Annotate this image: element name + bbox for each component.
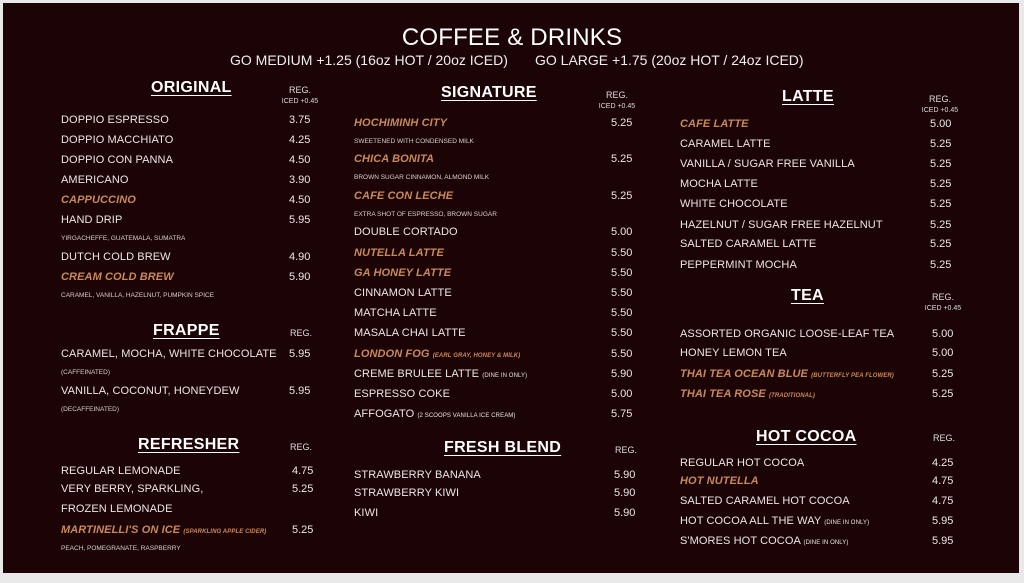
- menu-item: ESPRESSO COKE: [354, 388, 451, 400]
- reg-label: REG.: [614, 445, 637, 455]
- menu-item: DOPPIO CON PANNA: [61, 154, 174, 166]
- menu-item: REGULAR HOT COCOA: [680, 457, 805, 469]
- menu-item: DOUBLE CORTADO: [354, 226, 458, 238]
- item-description: BROWN SUGAR CINNAMON, ALMOND MILK: [354, 174, 490, 181]
- menu-item: WHITE CHOCOLATE: [680, 198, 788, 210]
- item-price: 5.90: [289, 271, 311, 283]
- menu-item: MATCHA LATTE: [354, 307, 437, 319]
- menu-item: VANILLA, COCONUT, HONEYDEW: [61, 385, 240, 397]
- item-price: 5.95: [289, 214, 311, 226]
- section-title-fresh-blend: FRESH BLEND: [444, 439, 562, 456]
- menu-item-featured: MARTINELLI'S ON ICE (SPARKLING APPLE CIDER): [61, 524, 267, 536]
- item-price: 5.95: [932, 535, 954, 547]
- item-price: 4.25: [289, 134, 311, 146]
- size-medium-note: GO MEDIUM +1.25 (16oz HOT / 20oz ICED): [230, 52, 508, 68]
- menu-item: STRAWBERRY BANANA: [354, 469, 481, 481]
- item-price: 5.00: [611, 226, 633, 238]
- item-description: (CAFFEINATED): [61, 369, 110, 376]
- item-price: 5.95: [289, 348, 311, 360]
- menu-item-featured: HOCHIMINH CITY: [354, 117, 448, 129]
- item-price: 5.90: [614, 507, 636, 519]
- item-description: SWEETENED WITH CONDENSED MILK: [354, 138, 474, 145]
- menu-item: VANILLA / SUGAR FREE VANILLA: [680, 158, 855, 170]
- section-title-latte: LATTE: [782, 88, 834, 105]
- item-price: 4.75: [292, 465, 314, 477]
- item-price: 5.50: [611, 327, 633, 339]
- item-price: 5.00: [930, 118, 952, 130]
- item-price: 5.50: [611, 267, 633, 279]
- reg-label: REG. ICED +0.45: [924, 292, 962, 312]
- menu-item: SALTED CARAMEL LATTE: [680, 238, 817, 250]
- item-price: 4.50: [289, 154, 311, 166]
- item-price: 5.25: [930, 198, 952, 210]
- item-price: 5.75: [611, 408, 633, 420]
- item-price: 5.00: [611, 388, 633, 400]
- item-price: 5.90: [614, 487, 636, 499]
- section-title-frappe: FRAPPE: [153, 322, 220, 339]
- menu-item: DOPPIO MACCHIATO: [61, 134, 174, 146]
- item-price: 5.95: [289, 385, 311, 397]
- menu-item-featured: CAPPUCCINO: [61, 194, 136, 206]
- menu-item: HAND DRIP: [61, 214, 123, 226]
- menu-item: HOT COCOA ALL THE WAY (DINE IN ONLY): [680, 515, 870, 527]
- menu-item-featured: CAFE LATTE: [680, 118, 749, 130]
- item-price: 3.75: [289, 114, 311, 126]
- item-price: 5.50: [611, 247, 633, 259]
- item-description: EXTRA SHOT OF ESPRESSO, BROWN SUGAR: [354, 211, 497, 218]
- item-price: 5.90: [614, 469, 636, 481]
- item-price: 4.75: [932, 475, 954, 487]
- item-price: 5.50: [611, 287, 633, 299]
- item-price: 5.25: [930, 178, 952, 190]
- item-price: 3.90: [289, 174, 311, 186]
- reg-label: REG. ICED +0.45: [921, 94, 959, 114]
- menu-item: CREME BRULEE LATTE (DINE IN ONLY): [354, 368, 528, 380]
- item-description: PEACH, POMEGRANATE, RASPBERRY: [61, 545, 181, 552]
- menu-item-featured: GA HONEY LATTE: [354, 267, 452, 279]
- menu-item-featured: THAI TEA OCEAN BLUE (BUTTERFLY PEA FLOWER): [680, 368, 894, 380]
- menu-item-featured: LONDON FOG (EARL GRAY, HONEY & MILK): [354, 348, 521, 360]
- section-title-refresher: REFRESHER: [138, 436, 240, 453]
- menu-item: DUTCH COLD BREW: [61, 251, 171, 263]
- menu-item: PEPPERMINT MOCHA: [680, 259, 797, 271]
- item-price: 5.25: [930, 219, 952, 231]
- item-description: YIRGACHEFFE, GUATEMALA, SUMATRA: [61, 235, 186, 242]
- reg-label: REG. ICED +0.45: [281, 85, 319, 105]
- item-price: 5.25: [611, 153, 633, 165]
- menu-item: CARAMEL, MOCHA, WHITE CHOCOLATE: [61, 348, 277, 360]
- item-description: (DECAFFEINATED): [61, 406, 120, 413]
- menu-item: KIWI: [354, 507, 379, 519]
- item-price: 5.00: [932, 347, 954, 359]
- menu-item-featured: CREAM COLD BREW: [61, 271, 174, 283]
- menu-item: AMERICANO: [61, 174, 129, 186]
- menu-item-featured: CHICA BONITA: [354, 153, 435, 165]
- item-price: 5.25: [611, 190, 633, 202]
- menu-item: CINNAMON LATTE: [354, 287, 452, 299]
- reg-label: REG. ICED +0.45: [598, 90, 636, 110]
- menu-item: MOCHA LATTE: [680, 178, 758, 190]
- reg-label: REG.: [932, 433, 955, 443]
- menu-item: HONEY LEMON TEA: [680, 347, 787, 359]
- menu-item: STRAWBERRY KIWI: [354, 487, 460, 499]
- menu-item: FROZEN LEMONADE: [61, 503, 173, 515]
- item-price: 5.25: [611, 117, 633, 129]
- item-price: 5.25: [930, 238, 952, 250]
- menu-item: DOPPIO ESPRESSO: [61, 114, 169, 126]
- item-price: 5.50: [611, 307, 633, 319]
- menu-item-featured: NUTELLA LATTE: [354, 247, 444, 259]
- menu-item-featured: CAFE CON LECHE: [354, 190, 454, 202]
- item-price: 5.25: [932, 368, 954, 380]
- menu-item: ASSORTED ORGANIC LOOSE-LEAF TEA: [680, 328, 895, 340]
- section-title-hot-cocoa: HOT COCOA: [756, 428, 857, 445]
- menu-title: COFFEE & DRINKS: [401, 24, 623, 51]
- section-title-signature: SIGNATURE: [441, 84, 537, 101]
- item-price: 5.25: [292, 483, 314, 495]
- item-price: 5.25: [930, 138, 952, 150]
- item-price: 5.50: [611, 348, 633, 360]
- reg-label: REG.: [289, 442, 312, 452]
- menu-item: REGULAR LEMONADE: [61, 465, 181, 477]
- item-price: 4.75: [932, 495, 954, 507]
- item-price: 4.90: [289, 251, 311, 263]
- item-price: 5.95: [932, 515, 954, 527]
- item-price: 5.90: [611, 368, 633, 380]
- item-price: 5.25: [930, 259, 952, 271]
- menu-item: HAZELNUT / SUGAR FREE HAZELNUT: [680, 219, 883, 231]
- item-price: 5.25: [932, 388, 954, 400]
- item-price: 5.00: [932, 328, 954, 340]
- menu-item: VERY BERRY, SPARKLING,: [61, 483, 204, 495]
- item-price: 4.25: [932, 457, 954, 469]
- menu-item-featured: THAI TEA ROSE (TRADITIONAL): [680, 388, 815, 400]
- menu-item: S'MORES HOT COCOA (DINE IN ONLY): [680, 535, 849, 547]
- menu-item: CARAMEL LATTE: [680, 138, 771, 150]
- menu-item-featured: HOT NUTELLA: [680, 475, 759, 487]
- section-title-tea: TEA: [791, 287, 824, 304]
- section-title-original: ORIGINAL: [151, 79, 232, 96]
- item-price: 4.50: [289, 194, 311, 206]
- reg-label: REG.: [289, 328, 312, 338]
- item-price: 5.25: [292, 524, 314, 536]
- menu-item: AFFOGATO (2 SCOOPS VANILLA ICE CREAM): [354, 408, 516, 420]
- menu-item: MASALA CHAI LATTE: [354, 327, 466, 339]
- item-price: 5.25: [930, 158, 952, 170]
- item-description: CARAMEL, VANILLA, HAZELNUT, PUMPKIN SPICE: [61, 292, 215, 299]
- size-large-note: GO LARGE +1.75 (20oz HOT / 24oz ICED): [535, 52, 804, 68]
- menu-item: SALTED CARAMEL HOT COCOA: [680, 495, 850, 507]
